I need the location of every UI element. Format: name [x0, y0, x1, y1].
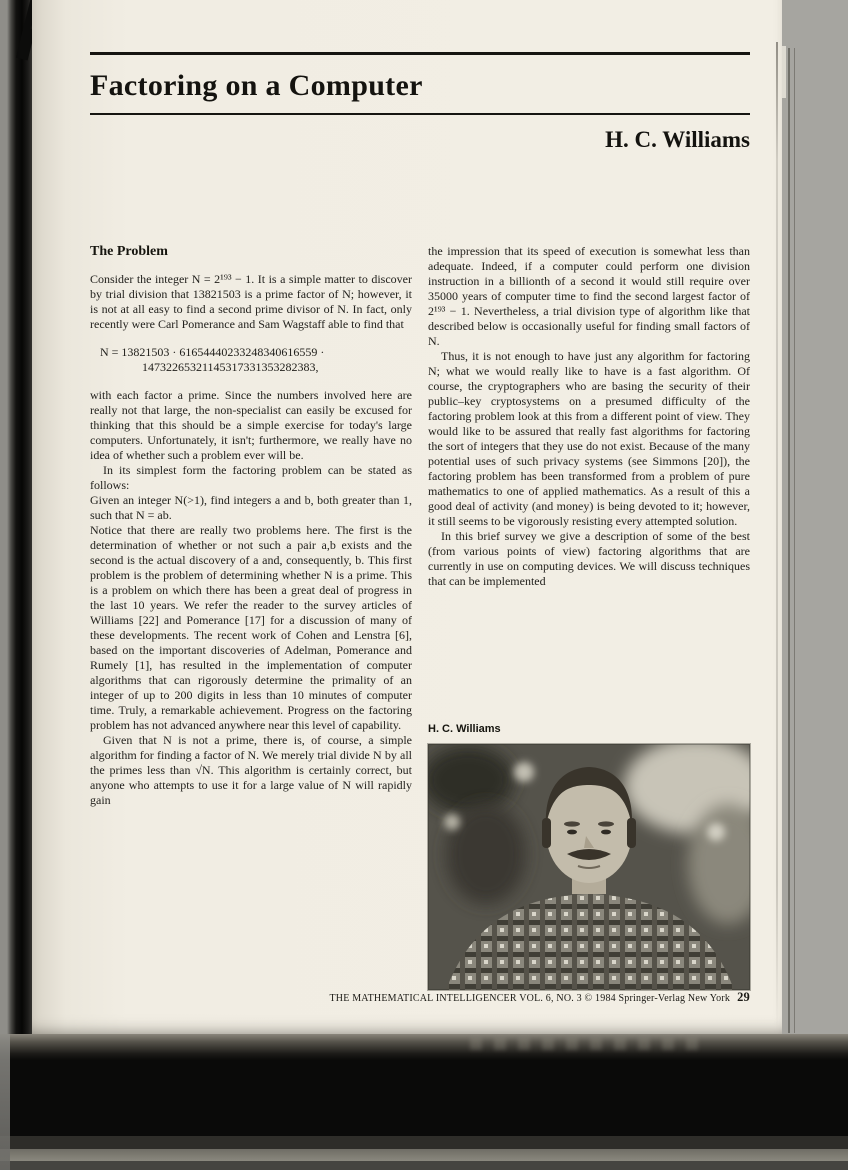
top-rule: [90, 52, 750, 55]
paragraph: Given that N is not a prime, there is, of course, a simple algorithm for finding a factor of N. We merely trial divide N by all the primes less than √N. This algorithm is certainly correct, but anyone who attempts to use it for a large value of N will rapidly gain: [90, 733, 412, 807]
next-page-sliver: [782, 46, 786, 98]
paragraph: with each factor a prime. Since the numbers involved here are really not that large, the non-specialist can easily be excused for thinking that this should be a simple exercise for today's large computers. Unfortunately, it isn't; furthermore, we really have no idea of whether such a problem ever will be.: [90, 388, 412, 462]
page-edge-lines: [788, 48, 800, 1033]
scan-bottom-shadow: [0, 1034, 848, 1170]
journal-page: [32, 0, 782, 1034]
formula-line: 14732265321145317331353282383,: [142, 360, 319, 374]
book-binding-shadow: [0, 0, 32, 1046]
author-photo-block: [428, 722, 750, 990]
page-stack-edge: [776, 42, 778, 1030]
paragraph: the impression that its speed of execution is somewhat less than adequate. Indeed, if a computer could perform one division instruction in a billionth of a second it would still require over 35000 years of computer time to find the second largest factor of 2¹⁹³ − 1. Nevertheless, a trial division type of algorithm like that described below is occasionally useful for finding small factors of N.: [428, 244, 750, 348]
left-column: [90, 244, 412, 986]
title-rule: [90, 113, 750, 115]
paragraph: In this brief survey we give a description of some of the best (from various points of view) factoring algorithms that are currently in use on computing devices. We will discuss techniques that can be implemented: [428, 529, 750, 588]
right-column: [428, 244, 750, 986]
page-content: [90, 0, 750, 1034]
article-author: H. C. Williams: [605, 127, 750, 152]
scan-ghost-marks: [470, 1038, 700, 1050]
photo-caption: H. C. Williams: [428, 723, 501, 735]
formula-line: N = 13821503 · 61654440233248340616559 ·: [100, 345, 325, 359]
paragraph: Consider the integer N = 2¹⁹³ − 1. It is a simple matter to discover by trial division that 13821503 is a prime factor of N; however, it is not at all easy to find a second prime divisor of N. In fact, only recently were Carl Pomerance and Sam Wagstaff able to find that: [90, 272, 412, 331]
two-column-body: [90, 244, 750, 986]
paragraph: Notice that there are really two problems here. The first is the determination of whether or not such a pair a,b exists and the second is the actual discovery of a and, consequently, b. This first problem is the problem of determining whether N is a prime. This is a problem on which there has been a great deal of progress in the last 10 years. We refer the reader to the survey articles of Williams [22] and Pomerance [17] for a discussion of many of these developments. The recent work of Cohen and Lenstra [6], based on the important discoveries of Adelman, Pomerance and Rumely [1], has resulted in the implementation of computer algorithms that can rigorously determine the primality of an integer of up to 200 digits in less than 10 minutes of computer time. Truly, a remarkable achievement. Progress on the factoring problem has not advanced anywhere near this level of capability.: [90, 523, 412, 732]
scan-band: [0, 1136, 848, 1149]
article-title: Factoring on a Computer: [90, 69, 423, 102]
journal-imprint: [90, 990, 750, 1005]
author-portrait-photo: [428, 744, 750, 990]
section-heading: The Problem: [90, 244, 168, 259]
scan-band-left: [0, 1034, 10, 1170]
page-number: 29: [737, 990, 750, 1004]
page-bottom-edge-shadow: [0, 1034, 848, 1060]
paragraph: In its simplest form the factoring problem can be stated as follows:: [90, 463, 412, 492]
scan-band: [0, 1149, 848, 1161]
imprint-text: THE MATHEMATICAL INTELLIGENCER VOL. 6, NO. 3 © 1984 Springer-Verlag New York: [329, 993, 731, 1004]
math-formula: [100, 345, 412, 375]
paragraph: Thus, it is not enough to have just any algorithm for factoring N; what we would really like to have is a fast algorithm. Of course, the cryptographers who are basing the security of their public–key cryptosystems on a presumed difficulty of the factoring problem look at this from a different point of view. They would like to be assured that really fast algorithms for factoring the sort of integers that they use do not exist. Because of the many potential uses of such privacy systems (see Simmons [20]), the factoring problem has been transformed from a problem of pure mathematics to one of applied mathematics. As a result of this a good deal of activity (and money) is being devoted to it; however, it still seems to be vigorously resisting every attempted solution.: [428, 349, 750, 528]
scan-band: [0, 1161, 848, 1170]
portrait-illustration: [428, 744, 750, 990]
problem-statement-quote: Given an integer N(>1), find integers a and b, both greater than 1, such that N = ab.: [90, 493, 412, 522]
